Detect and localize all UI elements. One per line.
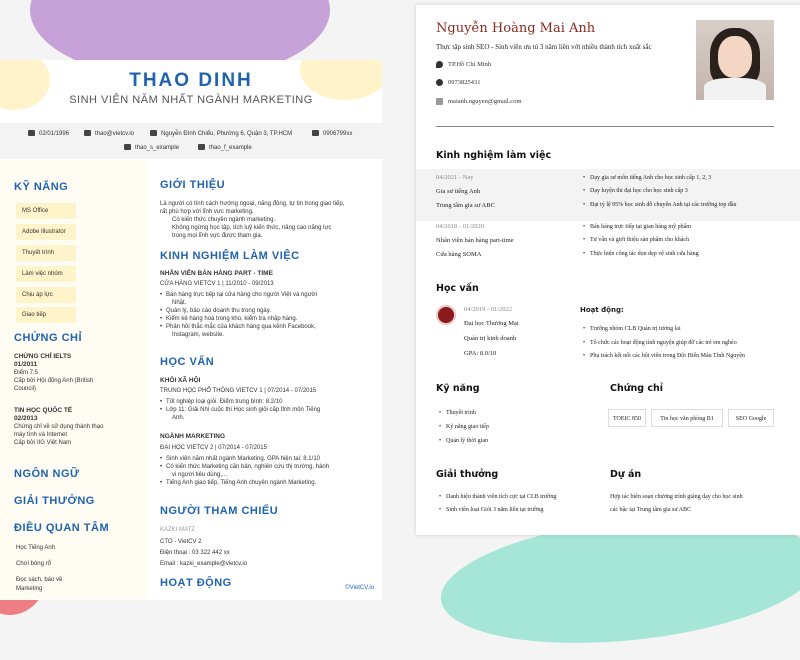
exp-bullet-cont: Instagram, website.: [172, 332, 225, 338]
edu2-bullet: • Có kiến thức Marketing căn bản, nghiên cứu thị trường, hành: [166, 463, 366, 471]
certs-heading: Chứng chỉ: [610, 383, 664, 394]
location-icon: [150, 130, 157, 136]
edu1-name: KHỐI XÃ HỘI: [160, 377, 201, 384]
certs-heading: CHỨNG CHỈ: [14, 332, 83, 344]
exp2-org: Cửa hàng SOMA: [436, 251, 482, 258]
person-icon: [436, 79, 443, 86]
skill-item: MS Office: [16, 203, 76, 219]
exp1-bullet: • Đạt tỷ lệ 95% học sinh đỗ chuyên Anh tại các trường top đầu: [590, 202, 737, 208]
cert-badge: TOEIC 850: [608, 409, 646, 427]
act-bullet: • Tổ chức các hoạt động tình nguyện giúp đỡ các trẻ em nghèo: [590, 340, 737, 346]
edu-heading: HỌC VẤN: [160, 356, 215, 368]
edu1-bullet: • Tốt nghiệp loại giỏi. Điểm trung bình: 8.2/10: [166, 398, 366, 406]
exp-heading: KINH NGHIỆM LÀM VIỆC: [160, 250, 300, 262]
ref-heading: NGƯỜI THAM CHIẾU: [160, 505, 279, 517]
skill-item: • Kỹ năng giao tiếp: [446, 424, 489, 430]
project-heading: Dự án: [610, 469, 642, 480]
interest-item: Đọc sách, báo về: [16, 577, 63, 583]
project-line: các bậc tại Trung tâm gia sư ABC: [610, 507, 692, 513]
cert2: [14, 407, 144, 447]
exp2-date: 04/2018 - 01/2020: [436, 223, 485, 230]
photo-body: [704, 78, 766, 100]
cert2-line: Cấp bởi IIG Việt Nam: [14, 440, 72, 446]
exp-bullet: • Bán hàng trực tiếp tại cửa hàng cho người Việt và người: [166, 291, 366, 299]
exp-job: NHÂN VIÊN BÁN HÀNG PART - TIME: [160, 270, 273, 277]
cert1-line: Điểm 7.5: [14, 370, 39, 376]
university-logo: [436, 305, 456, 325]
interest-item: Chơi bóng rổ: [16, 561, 51, 567]
edu1-bullet: • Lớp 11: Giải Nhì cuộc thi Học sinh giỏi cấp tỉnh môn Tiếng: [166, 406, 366, 414]
act-heading: HOẠT ĐỘNG: [160, 577, 232, 589]
interests-heading: ĐIỀU QUAN TÂM: [14, 522, 110, 534]
social1-item: [124, 144, 179, 151]
facebook-icon: [198, 144, 205, 150]
calendar-icon: [28, 130, 35, 136]
exp2-bullet: • Tư vấn và giới thiệu sản phẩm cho khách: [590, 237, 689, 243]
edu-gpa: GPA: 8.0/10: [464, 350, 497, 357]
skills-heading: Kỹ năng: [436, 383, 480, 394]
edu2-bullet-cont: vi người tiêu dùng,...: [172, 472, 227, 478]
phone-icon: [312, 130, 319, 136]
award-item: • Sinh viên loại Giỏi 3 năm liền tại trường: [446, 507, 543, 513]
cert2-name: TIN HỌC QUỐC TẾ: [14, 407, 73, 414]
email-text: thao@vietcv.io: [95, 131, 134, 137]
dob-text: 02/01/1996: [39, 131, 70, 137]
award-item: • Danh hiệu thành viên tích cực tại CLB trường: [446, 494, 556, 500]
dob-item: [28, 130, 69, 137]
cv-left: [0, 60, 382, 600]
intro-heading: GIỚI THIỆU: [160, 179, 226, 191]
cert2-date: 02/2013: [14, 415, 38, 422]
skill-item: Adobe Illustrator: [16, 224, 76, 240]
skill-item: • Quản lý thời gian: [446, 438, 488, 444]
edu2-bullet: • Tiếng Anh giao tiếp, Tiếng Anh chuyên ngành Marketing.: [166, 479, 366, 487]
skill-item: • Thuyết trình: [446, 410, 476, 416]
ref-name: KAZKI MATZ: [160, 527, 195, 533]
exp-bullet: • Quản lý, báo cáo doanh thu trong ngày.: [166, 307, 366, 315]
edu-heading: Học vấn: [436, 283, 479, 294]
social2-item: [198, 144, 252, 151]
cv-left-role: SINH VIÊN NĂM NHẤT NGÀNH MARKETING: [69, 94, 313, 106]
edu-school: Đại học Thương Mại: [464, 320, 519, 327]
intro-line: Không ngừng học tập, tích luỹ kiến thức, nâng cao năng lực: [172, 225, 332, 231]
project-line: Hợp tác biên soạn chương trình giảng dạy cho học sinh: [610, 494, 743, 500]
exp-bullet: • Kiểm kê hàng hoá trong kho, kiểm tra nhập hàng.: [166, 315, 366, 323]
skill-item: Chịu áp lực: [16, 287, 76, 303]
exp1-date: 04/2021 - Nay: [436, 174, 474, 181]
location-icon: [436, 61, 443, 68]
edu1-bullet-cont: Anh.: [172, 415, 185, 421]
exp1-bullet: • Dạy gia sư môn tiếng Anh cho học sinh cấp 1, 2, 3: [590, 175, 711, 181]
cv-left-name: THAO DINH: [129, 70, 253, 91]
act-heading: Hoạt động:: [580, 306, 624, 314]
intro-line: Là người có tính cách hướng ngoại, năng động, tự tin trong giao tiếp,: [160, 201, 345, 207]
ref-line: Email : kazki_example@vietcv.io: [160, 561, 248, 567]
brand-footer: ©VietCV.io: [345, 585, 374, 591]
social2-text: thao_f_example: [209, 145, 252, 151]
cert1-line: Cấp bởi Hội đồng Anh (British: [14, 378, 94, 384]
ref-line: CTO - VietCV 2: [160, 539, 202, 545]
profile-icon: [124, 144, 131, 150]
cv-right-name: Nguyễn Hoàng Mai Anh: [436, 21, 596, 36]
photo-face: [718, 36, 752, 78]
intro-line: Có kiến thức chuyên ngành marketing.: [172, 217, 276, 223]
profile-photo: [696, 20, 774, 100]
edu-date: 04/2019 - 01/2022: [464, 306, 513, 313]
cert1: [14, 353, 144, 393]
awards-heading: GIẢI THƯỞNG: [14, 495, 95, 507]
interest-item: Học Tiếng Anh: [16, 545, 56, 551]
exp2-bullet: • Thực hiện công tác dọn dẹp vệ sinh cửa hàng: [590, 251, 699, 257]
cert2-line: Chứng chỉ về sử dụng thành thạo: [14, 424, 104, 430]
skill-item: Làm việc nhóm: [16, 266, 76, 282]
skill-item: Giao tiếp: [16, 307, 76, 323]
contact-bar: [0, 123, 382, 159]
address-text: Nguyễn Đình Chiểu, Phường 6, Quận 3, TP.HCM: [161, 131, 293, 137]
cert-badge: Tin học văn phòng B1: [651, 409, 723, 427]
exp1-org: Trung tâm gia sư ABC: [436, 202, 495, 209]
exp2-role: Nhân viên bán hàng part-time: [436, 237, 514, 244]
social1-text: thao_s_example: [135, 145, 180, 151]
address-text: TP.Hồ Chí Minh: [448, 61, 492, 68]
phone-text: 0906799xx: [323, 131, 353, 137]
act-bullet: • Phụ trách kết nối các hội viên trong Đội Hiến Máu Tình Nguyện: [590, 353, 745, 359]
awards-heading: Giải thưởng: [436, 469, 499, 480]
cv-right: [416, 5, 800, 535]
exp1-bullet: • Dạy luyện thi đại học cho học sinh cấp 3: [590, 188, 688, 194]
phone-item: [312, 130, 352, 137]
cert-badge: SEO Google: [728, 409, 774, 427]
edu2-place: ĐẠI HỌC VIETCV 2 | 07/2014 - 07/2015: [160, 445, 267, 451]
edu-major: Quản trị kinh doanh: [464, 335, 517, 342]
divider: [436, 126, 774, 127]
exp-bullet: • Phản hồi thắc mắc của khách hàng qua kênh Facebook,: [166, 323, 366, 331]
lang-heading: NGÔN NGỮ: [14, 468, 80, 480]
skill-item: Thuyết trình: [16, 245, 76, 261]
mail-icon: [436, 98, 443, 105]
intro-line: trong mọi lĩnh vực được tham gia.: [172, 233, 263, 239]
exp-bullet-cont: Nhật.: [172, 300, 187, 306]
exp1-role: Gia sư tiếng Anh: [436, 188, 481, 195]
edu2-bullet: • Sinh viên năm nhất ngành Marketing. GPA hiện tại: 8.1/10: [166, 455, 366, 463]
exp-place: CỬA HÀNG VIETCV 1 | 11/2010 - 09/2013: [160, 281, 274, 287]
email-item: [84, 130, 134, 137]
mail-icon: [84, 130, 91, 136]
email-text: maianh.nguyen@gmail.com: [448, 98, 522, 105]
edu1-place: TRUNG HỌC PHỔ THÔNG VIETCV 1 | 07/2014 - 07/2015: [160, 388, 317, 394]
cv-right-tagline: Thực tập sinh SEO - Sinh viên ưu tú 3 năm liền với nhiều thành tích xuất sắc: [436, 43, 652, 51]
exp-heading: Kinh nghiệm làm việc: [436, 150, 552, 161]
skills-heading: KỸ NĂNG: [14, 181, 69, 193]
cert1-name: CHỨNG CHỈ IELTS: [14, 353, 72, 360]
cert1-date: 01/2011: [14, 361, 38, 368]
act-bullet: • Trưởng nhóm CLB Quản trị tương lai: [590, 326, 681, 332]
ref-line: Điện thoại : 03 322 442 xx: [160, 550, 230, 556]
interest-item: Marketing: [16, 586, 43, 592]
edu2-name: NGÀNH MARKETING: [160, 433, 225, 440]
exp2-bullet: • Bán hàng trực tiếp tại gian hàng mỹ phẩm: [590, 224, 691, 230]
phone-text: 0973825431: [448, 79, 481, 86]
address-item: [150, 130, 292, 137]
cert1-line: Council): [14, 386, 37, 392]
intro-line: rất phù hợp với lĩnh vực marketing.: [160, 209, 254, 215]
cert2-line: máy tính và Internet: [14, 432, 68, 438]
